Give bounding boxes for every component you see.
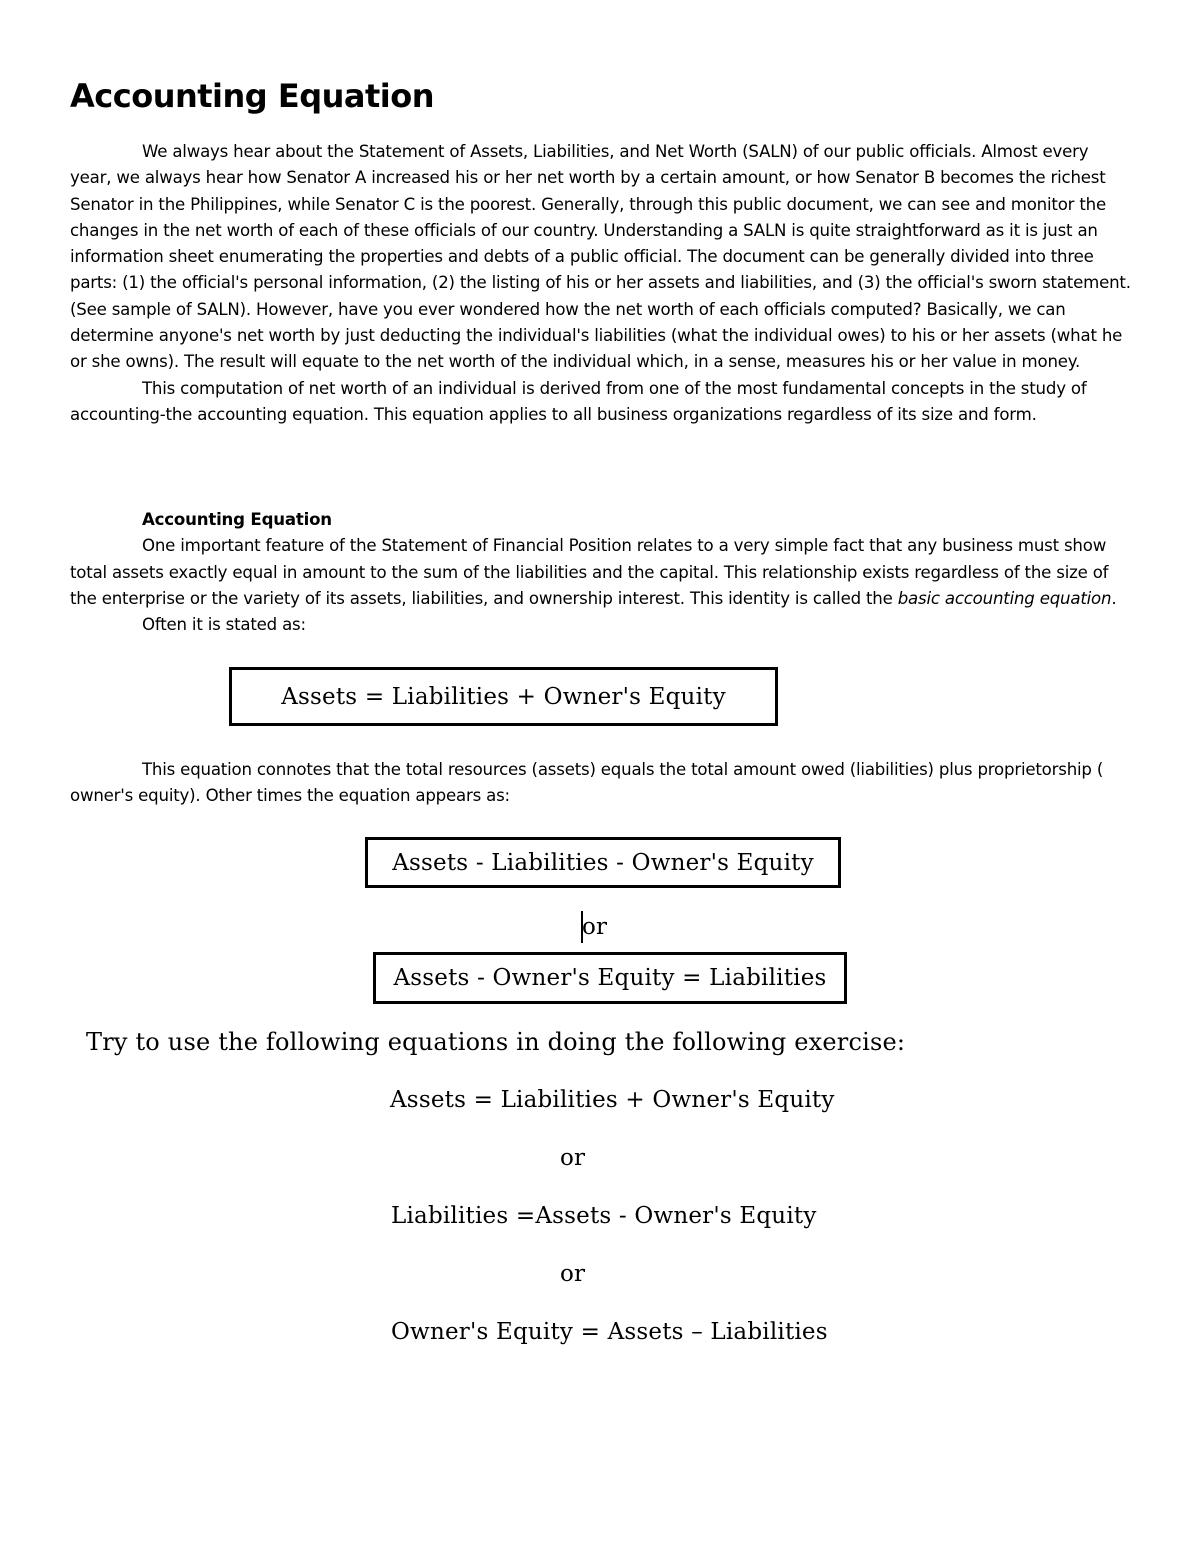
section-paragraph-text: One important feature of the Statement of Financial Position relates to a very simple fact that any business must show total assets exactly equal in amount to the sum of the liabilities and the capital. This relationship exists regardless of the size of the enterprise or the variety of its assets, liabilities, and ownership interest. This identity is called the bbox=[70, 536, 1109, 608]
intro-text bbox=[70, 139, 1132, 428]
exercise-equation-3: Owner's Equity = Assets – Liabilities bbox=[391, 1319, 828, 1345]
connotes-paragraph: This equation connotes that the total resources (assets) equals the total amount owed (liabilities) plus proprietorship ( owner's equity). Other times the equation appears as: bbox=[70, 760, 1104, 806]
exercise-intro: Try to use the following equations in doing the following exercise: bbox=[86, 1028, 906, 1056]
section-body bbox=[70, 533, 1132, 612]
section-heading: Accounting Equation bbox=[142, 510, 332, 529]
or-separator: or bbox=[560, 1145, 586, 1171]
intro-paragraph: This computation of net worth of an individual is derived from one of the most fundamental concepts in the study of accounting-the accounting equation. This equation applies to all business organizations regardless of its size and form. bbox=[70, 378, 1087, 424]
accounting-equation-section bbox=[70, 507, 1132, 638]
equation-box-alternate-2: Assets - Owner's Equity = Liabilities bbox=[373, 952, 847, 1004]
intro-paragraph: We always hear about the Statement of Assets, Liabilities, and Net Worth (SALN) of our public officials. Almost every year, we always hear how Senator A increased his or her net worth by a certain amount, or how Senator B becomes the richest Senator in the Philippines, while Senator C is the poorest. Generally, through this public document, we can see and monitor the changes in the net worth of each of these officials of our country. Understanding a SALN is quite straightforward as it is just an information sheet enumerating the properties and debts of a public official. The document can be generally divided into three parts: (1) the official's personal information, (2) the listing of his or her assets and liabilities, and (3) the official's sworn statement. (See sample of SALN). However, have you ever wondered how the net worth of each officials computed? Basically, we can determine anyone's net worth by just deducting the individual's liabilities (what the individual owes) to his or her assets (what he or she owns). The result will equate to the net worth of the individual which, in a sense, measures his or her value in money. bbox=[70, 142, 1131, 372]
equation-box-primary: Assets = Liabilities + Owner's Equity bbox=[229, 667, 778, 726]
section-paragraph bbox=[70, 533, 1132, 612]
connotes-text bbox=[70, 757, 1132, 810]
exercise-equation-1: Assets = Liabilities + Owner's Equity bbox=[390, 1087, 835, 1113]
basic-accounting-equation-term: basic accounting equation bbox=[897, 588, 1112, 608]
or-separator: or bbox=[560, 1261, 586, 1287]
page-title: Accounting Equation bbox=[70, 77, 435, 115]
equation-box-alternate-1: Assets - Liabilities - Owner's Equity bbox=[365, 837, 841, 888]
exercise-equation-2: Liabilities =Assets - Owner's Equity bbox=[391, 1203, 817, 1229]
section-paragraph-end: . bbox=[1111, 588, 1117, 608]
or-separator: or bbox=[582, 914, 608, 940]
stated-as-line: Often it is stated as: bbox=[142, 615, 306, 635]
